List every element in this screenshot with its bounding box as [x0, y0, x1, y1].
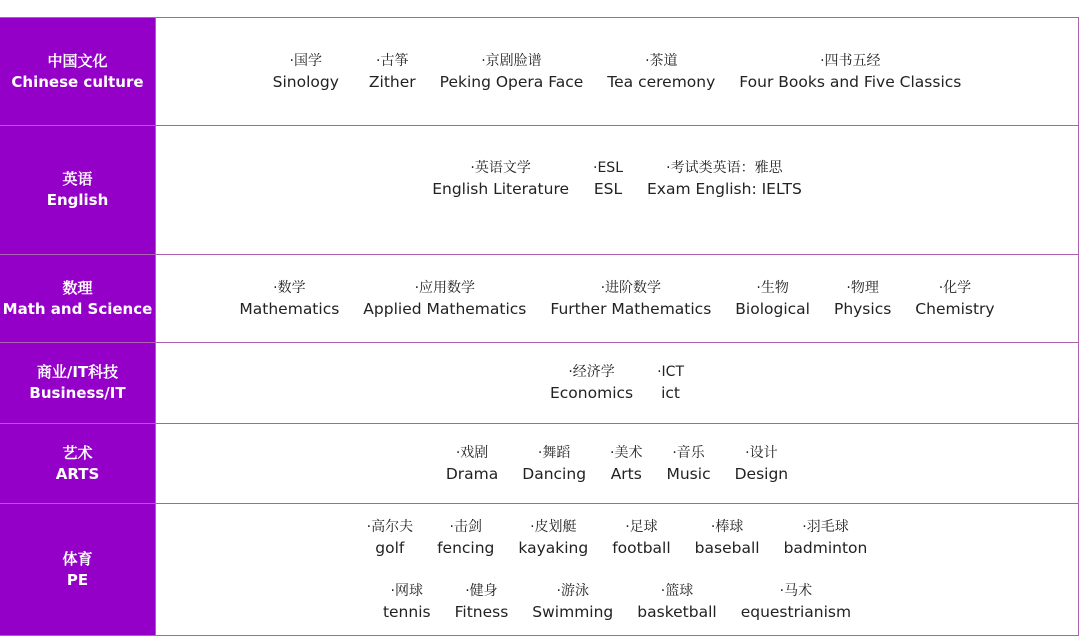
subjects-cell: [156, 343, 1078, 423]
subject-zh: ·生物: [756, 279, 789, 296]
subject-item: [351, 278, 538, 320]
subject-item: [520, 581, 625, 623]
subject-en: Zither: [368, 72, 416, 91]
subject-zh: ·ESL: [593, 160, 623, 176]
subject-en: equestrianism: [740, 602, 852, 621]
subject-item: [420, 158, 581, 200]
subject-zh: ·马术: [779, 582, 813, 599]
subject-en: golf: [375, 538, 405, 557]
subject-zh: ·应用数学: [414, 279, 476, 296]
subject-en: Tea ceremony: [607, 72, 716, 91]
category-cell: [0, 255, 156, 342]
subject-en: basketball: [637, 602, 717, 621]
category-label-zh: 英语: [62, 170, 93, 188]
subject-en: Sinology: [272, 72, 339, 91]
subject-zh: ·设计: [745, 444, 778, 461]
subjects-cell: [156, 504, 1078, 635]
subject-item: [428, 51, 596, 93]
subject-zh: ·戏剧: [455, 444, 489, 461]
subject-item: [729, 581, 863, 623]
subject-zh: ·高尔夫: [366, 518, 414, 535]
subject-en: Biological: [735, 299, 810, 318]
category-cell: [0, 504, 156, 635]
subject-zh: ·皮划艇: [530, 518, 577, 535]
subject-zh: ·英语文学: [470, 160, 531, 176]
subject-zh: ·网球: [390, 582, 423, 599]
subject-zh: ·茶道: [645, 52, 678, 69]
subject-en: Four Books and Five Classics: [739, 72, 962, 91]
subject-en: Physics: [833, 299, 892, 318]
subject-en: Drama: [445, 464, 499, 483]
subject-zh: ·京剧脸谱: [481, 52, 542, 69]
subject-item: [510, 443, 598, 485]
subject-zh: ·健身: [465, 582, 498, 599]
subject-en: Applied Mathematics: [363, 299, 527, 318]
subject-item: [595, 51, 727, 93]
category-label-en: PE: [66, 570, 89, 589]
subject-zh: ·考试类英语：雅思: [666, 160, 783, 176]
category-label-en: Business/IT: [29, 384, 126, 402]
subject-zh: ·四书五经: [820, 52, 881, 69]
subject-item: [645, 362, 696, 404]
category-cell: [0, 18, 156, 125]
subject-zh: ·ICT: [657, 364, 684, 380]
subject-item: [822, 278, 903, 320]
subject-line: [538, 362, 696, 404]
subject-en: badminton: [783, 538, 868, 557]
row-chinese-culture: [0, 18, 1078, 126]
subject-en: Exam English: IELTS: [647, 180, 802, 198]
category-label-zh: 艺术: [62, 443, 93, 462]
subject-item: [371, 581, 443, 623]
category-cell: [0, 343, 156, 423]
category-label-zh: 商业/IT科技: [36, 363, 119, 381]
subject-en: ESL: [593, 180, 623, 198]
subject-zh: ·经济学: [568, 364, 615, 380]
category-label-en: English: [46, 191, 109, 209]
subjects-cell: [156, 126, 1078, 254]
subject-line: [261, 51, 974, 93]
category-cell: [0, 424, 156, 503]
subject-en: Chemistry: [915, 299, 995, 318]
subject-zh: ·物理: [846, 279, 879, 296]
subject-item: [772, 517, 880, 559]
subject-line: [227, 278, 1006, 320]
subjects-cell: [156, 18, 1078, 125]
subject-item: [723, 443, 801, 485]
subject-en: Economics: [549, 384, 634, 402]
category-cell: [0, 126, 156, 254]
subject-en: kayaking: [518, 538, 589, 557]
subject-en: Design: [734, 464, 789, 483]
row-arts: [0, 424, 1078, 504]
subject-item: [727, 51, 973, 93]
subjects-cell: [156, 255, 1078, 342]
subject-en: Music: [666, 464, 711, 483]
subject-item: [654, 443, 722, 485]
subject-item: [683, 517, 772, 559]
subject-en: Arts: [610, 464, 642, 483]
subject-line: [371, 581, 863, 623]
subject-item: [600, 517, 682, 559]
subject-zh: ·国学: [289, 52, 322, 69]
subject-item: [903, 278, 1006, 320]
row-business-it: [0, 343, 1078, 424]
subject-en: baseball: [694, 538, 760, 557]
subject-zh: ·美术: [610, 444, 643, 461]
subject-item: [635, 158, 814, 200]
subject-zh: ·篮球: [660, 582, 694, 599]
subject-zh: ·棒球: [710, 518, 744, 535]
subject-item: [538, 362, 645, 404]
subject-item: [227, 278, 351, 320]
subject-line: [420, 158, 814, 200]
subject-zh: ·羽毛球: [802, 518, 849, 535]
subject-item: [434, 443, 510, 485]
row-math-science: [0, 255, 1078, 343]
subject-item: [625, 581, 728, 623]
subject-zh: ·古筝: [376, 52, 409, 69]
subject-item: [598, 443, 654, 485]
subject-item: [443, 581, 521, 623]
subject-line: [355, 517, 880, 559]
subject-zh: ·进阶数学: [600, 279, 662, 296]
subject-en: tennis: [382, 602, 431, 621]
subject-line: [434, 443, 800, 485]
row-english: [0, 126, 1078, 255]
subject-zh: ·数学: [273, 279, 306, 296]
row-pe: [0, 504, 1078, 636]
subject-en: Dancing: [522, 464, 587, 483]
subject-item: [538, 278, 723, 320]
subject-item: [581, 158, 635, 200]
subject-zh: ·舞蹈: [537, 444, 571, 461]
category-label-en: ARTS: [55, 464, 100, 483]
subject-en: Peking Opera Face: [439, 72, 584, 91]
category-label-zh: 中国文化: [47, 51, 108, 70]
subject-item: [355, 517, 425, 559]
subject-zh: ·击剑: [449, 518, 482, 535]
subject-item: [425, 517, 506, 559]
category-label-zh: 体育: [62, 549, 93, 568]
subject-en: fencing: [437, 538, 495, 557]
subjects-cell: [156, 424, 1078, 503]
subject-zh: ·化学: [938, 279, 972, 296]
subject-en: Mathematics: [239, 299, 340, 318]
category-label-en: Chinese culture: [11, 72, 144, 91]
subject-zh: ·足球: [625, 518, 658, 535]
subject-item: [506, 517, 600, 559]
category-label-zh: 数理: [62, 278, 93, 297]
category-label-en: Math and Science: [2, 299, 153, 318]
subject-en: English Literature: [432, 180, 570, 198]
subject-en: football: [612, 538, 671, 557]
subject-en: Swimming: [532, 602, 614, 621]
subject-zh: ·游泳: [556, 582, 589, 599]
subject-en: Fitness: [454, 602, 509, 621]
subject-en: ict: [661, 384, 680, 402]
curriculum-table: [0, 17, 1079, 636]
subject-en: Further Mathematics: [550, 299, 712, 318]
subject-item: [357, 51, 428, 93]
subject-item: [723, 278, 822, 320]
subject-zh: ·音乐: [672, 444, 705, 461]
subject-item: [261, 51, 357, 93]
